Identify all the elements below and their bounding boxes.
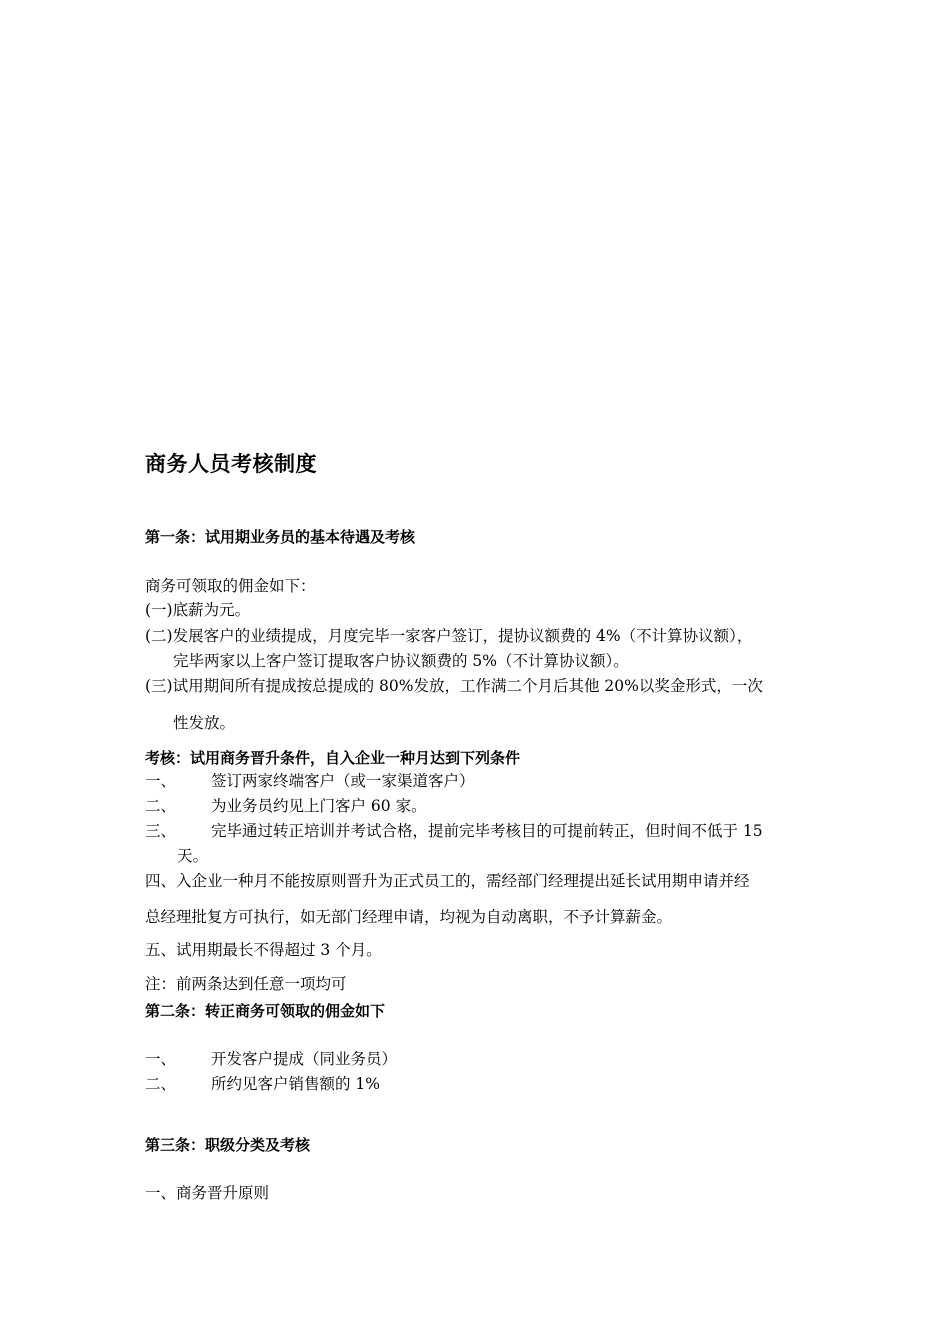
- article1-item-2: (二)发展客户的业绩提成，月度完毕一家客户签订，提协议额费的 4%（不计算协议额），: [145, 627, 753, 645]
- condition-2-number: 二、: [145, 797, 177, 815]
- article2-item-1: [145, 1049, 397, 1069]
- article2-item-1-number: 一、: [145, 1050, 177, 1068]
- condition-1-text: 签订两家终端客户（或一家渠道客户）: [211, 772, 475, 790]
- condition-1: [145, 771, 475, 791]
- article3-heading: 第三条：职级分类及考核: [145, 1136, 311, 1154]
- article2-item-2-number: 二、: [145, 1075, 177, 1093]
- article1-item-2-cont: 完毕两家以上客户签订提取客户协议额费的 5%（不计算协议额）。: [173, 652, 629, 670]
- article2-heading: 第二条：转正商务可领取的佣金如下: [145, 1002, 386, 1020]
- condition-2-text: 为业务员约见上门客户 60 家。: [211, 797, 427, 815]
- article3-sub1: 一、商务晋升原则: [145, 1184, 270, 1202]
- article1-heading: 第一条：试用期业务员的基本待遇及考核: [145, 528, 416, 546]
- condition-3-cont: 天。: [177, 847, 209, 865]
- article1-item-3: (三)试用期间所有提成按总提成的 80%发放，工作满二个月后其他 20%以奖金形式，一次: [145, 677, 763, 695]
- article2-item-2-text: 所约见客户销售额的 1%: [211, 1075, 381, 1093]
- document-title: 商务人员考核制度: [145, 452, 317, 476]
- condition-3: [145, 821, 763, 841]
- article1-item-1: (一)底薪为元。: [145, 601, 251, 619]
- condition-4-line2: 总经理批复方可执行，如无部门经理申请，均视为自动离职，不予计算薪金。: [145, 908, 673, 926]
- condition-1-number: 一、: [145, 772, 177, 790]
- condition-3-number: 三、: [145, 822, 177, 840]
- condition-3-text: 完毕通过转正培训并考试合格，提前完毕考核目的可提前转正，但时间不低于 15: [211, 822, 763, 840]
- condition-5: 五、试用期最长不得超过 3 个月。: [145, 941, 382, 959]
- article1-intro: 商务可领取的佣金如下：: [145, 577, 316, 595]
- condition-2: [145, 796, 427, 816]
- condition-4-line1: 四、入企业一种月不能按原则晋升为正式员工的，需经部门经理提出延长试用期申请并经: [145, 872, 750, 890]
- note: 注：前两条达到任意一项均可: [145, 975, 347, 993]
- article2-item-2: [145, 1074, 380, 1094]
- article1-item-3-cont: 性发放。: [173, 714, 236, 732]
- assessment-heading: 考核：试用商务晋升条件，自入企业一种月达到下列条件: [145, 749, 521, 767]
- article2-item-1-text: 开发客户提成（同业务员）: [211, 1050, 398, 1068]
